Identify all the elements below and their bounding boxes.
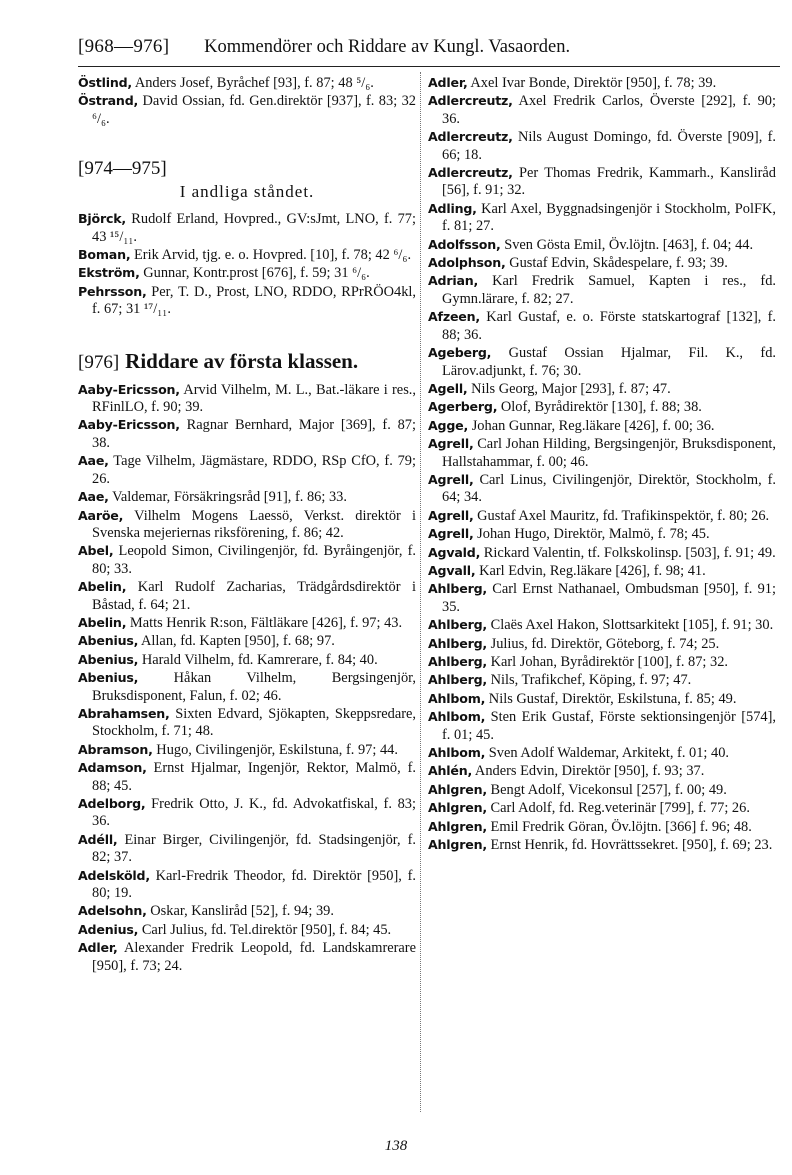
entry-name: Adelsköld,: [78, 867, 150, 883]
entry-name: Abenius,: [78, 633, 139, 649]
entry: [78, 488, 416, 506]
entry: [78, 902, 416, 920]
entry-text: Rickard Valentin, tf. Folkskolinsp. [503], f. 91; 49.: [480, 544, 776, 561]
entry-text: Allan, fd. Kapten [950], f. 68; 97.: [138, 633, 335, 650]
entry-text: Hugo, Civilingenjör, Eskilstuna, f. 97; 44.: [152, 741, 398, 758]
section2-entries: [78, 381, 416, 975]
entry: [78, 74, 416, 92]
entry: [428, 380, 776, 398]
entry: [428, 562, 776, 580]
entry-text: Carl Johan Hilding, Bergsingenjör, Bruksdisponent, Hallstahammar, f. 00; 46.: [442, 436, 776, 470]
entry-name: Ahlén,: [428, 763, 473, 779]
entry: [428, 236, 776, 254]
entry: [78, 705, 416, 741]
entry: [78, 651, 416, 669]
entry-name: Aaby-Ericsson,: [78, 381, 180, 397]
entry: [428, 128, 776, 164]
entry: [428, 417, 776, 435]
entry: [78, 921, 416, 939]
entry: [78, 669, 416, 705]
entry-name: Agrell,: [428, 436, 474, 452]
entry-name: Agrell,: [428, 507, 474, 523]
entry-text: Carl Linus, Civilingenjör, Direktör, Stockholm, f. 64; 34.: [442, 471, 776, 506]
entry-text: Per Thomas Fredrik, Kammarh., Kansliråd [56], f. 91; 32.: [442, 165, 776, 199]
entry: [428, 653, 776, 671]
entry-text: Harald Vilhelm, fd. Kamrerare, f. 84; 40.: [138, 651, 378, 668]
entry-text: Tage Vilhelm, Jägmästare, RDDO, RSp CfO, f. 79; 26.: [92, 453, 416, 487]
entry-name: Ahlberg,: [428, 672, 487, 688]
entry: [78, 578, 416, 614]
entry-text: Rudolf Erland, Hovpred., GV:sJmt, LNO, f. 77; 43 ¹⁵/₁₁.: [92, 211, 416, 245]
entry-name: Ahlberg,: [428, 635, 487, 651]
entry-text: Nils Georg, Major [293], f. 87; 47.: [467, 380, 671, 397]
entry: [78, 381, 416, 417]
entry-text: Vilhelm Mogens Laessö, Verkst. direktör i Svenska mejeriernas riksförening, f. 86; 42.: [92, 507, 416, 541]
entry-text: Carl Ernst Nathanael, Ombudsman [950], f. 91; 35.: [442, 581, 776, 615]
entry-name: Adelsohn,: [78, 903, 147, 919]
entry-text: Karl-Fredrik Theodor, fd. Direktör [950], f. 80; 19.: [92, 867, 416, 902]
entry: [428, 616, 776, 634]
entry-name: Adlercreutz,: [428, 165, 513, 181]
left-column: [78, 74, 416, 975]
entry: [428, 781, 776, 799]
entry-text: Gustaf Ossian Hjalmar, Fil. K., fd. Lärov.adjunkt, f. 76; 30.: [442, 345, 776, 379]
entry-name: Agrell,: [428, 526, 474, 542]
entry-text: Karl Edvin, Reg.läkare [426], f. 98; 41.: [475, 562, 706, 579]
entry-name: Adolphson,: [428, 255, 506, 271]
entry-name: Ahlbom,: [428, 690, 486, 706]
entry: [428, 200, 776, 236]
entry-name: Abenius,: [78, 651, 139, 667]
entry: [78, 246, 416, 264]
entry-text: Olof, Byrådirektör [130], f. 88; 38.: [497, 399, 702, 416]
entry-name: Björck,: [78, 211, 127, 227]
entry-name: Adler,: [78, 940, 118, 956]
right-entries: [428, 74, 776, 854]
entry-name: Adolfsson,: [428, 236, 501, 252]
entry-name: Adéll,: [78, 831, 118, 847]
entry-name: Aaby-Ericsson,: [78, 417, 180, 433]
entry-text: Emil Fredrik Göran, Öv.löjtn. [366] f. 96; 48.: [486, 818, 752, 835]
entry-name: Ahlbom,: [428, 745, 486, 761]
entry-name: Östrand,: [78, 93, 139, 109]
entry-name: Agvall,: [428, 562, 476, 578]
entry-text: Claës Axel Hakon, Slottsarkitekt [105], f. 91; 30.: [487, 617, 774, 634]
entry-name: Adling,: [428, 200, 477, 216]
entry: [428, 799, 776, 817]
entry-name: Ekström,: [78, 265, 140, 281]
entry-name: Ahlberg,: [428, 581, 487, 597]
entry-text: Ragnar Bernhard, Major [369], f. 87; 38.: [92, 417, 416, 451]
entry: [78, 452, 416, 488]
entry: [78, 507, 416, 543]
entry: [428, 690, 776, 708]
entry: [428, 344, 776, 380]
entry-text: Axel Fredrik Carlos, Överste [292], f. 90; 36.: [442, 93, 776, 127]
entry-text: Per, T. D., Prost, LNO, RDDO, RPrRÖO4kl, f. 67; 31 ¹⁷/₁₁.: [92, 283, 416, 318]
entry: [78, 264, 416, 282]
entry-text: Carl Julius, fd. Tel.direktör [950], f. 84; 45.: [138, 921, 392, 938]
entry-text: Karl Axel, Byggnadsingenjör i Stockholm, PolFK, f. 81; 27.: [442, 200, 776, 235]
entry-text: Sixten Edvard, Sjökapten, Skeppsredare, Stockholm, f. 71; 48.: [92, 705, 416, 740]
entry-text: Alexander Fredrik Leopold, fd. Landskamrerare [950], f. 73; 24.: [92, 940, 416, 974]
entry-name: Ahlgren,: [428, 781, 487, 797]
entry-name: Ageberg,: [428, 345, 492, 361]
entry-name: Ahlbom,: [428, 709, 486, 725]
entry: [78, 795, 416, 831]
entry-text: Fredrik Otto, J. K., fd. Advokatfiskal, f. 83; 36.: [92, 796, 416, 830]
entry-name: Aae,: [78, 489, 109, 505]
entry-text: David Ossian, fd. Gen.direktör [937], f. 83; 32 ⁶/₆.: [92, 93, 416, 127]
entry: [428, 580, 776, 616]
entry-name: Ahlgren,: [428, 818, 487, 834]
entry-text: Arvid Vilhelm, M. L., Bat.-läkare i res., RFinlLO, f. 90; 39.: [92, 381, 416, 416]
entry-text: Gustaf Axel Mauritz, fd. Trafikinspektör, f. 80; 26.: [473, 507, 770, 524]
entry-name: Aae,: [78, 453, 109, 469]
entry-name: Afzeen,: [428, 309, 480, 325]
entry: [78, 867, 416, 903]
header-title: Kommendörer och Riddare av Kungl. Vasaorden.: [204, 37, 571, 57]
entry-text: Carl Adolf, fd. Reg.veterinär [799], f. 77; 26.: [486, 800, 750, 817]
section1-entries: [78, 210, 416, 318]
entry: [428, 308, 776, 344]
entry-name: Aaröe,: [78, 507, 124, 523]
entry: [428, 635, 776, 653]
entry-name: Abenius,: [78, 670, 139, 686]
entry: [78, 614, 416, 632]
entry: [78, 741, 416, 759]
entry-name: Agell,: [428, 380, 468, 396]
entry: [428, 272, 776, 308]
entry-name: Östlind,: [78, 75, 133, 90]
entry-name: Adamson,: [78, 760, 147, 776]
entry: [78, 542, 416, 578]
entry-text: Matts Henrik R:son, Fältläkare [426], f. 97; 43.: [126, 614, 403, 631]
entry-name: Abramson,: [78, 741, 153, 757]
entry-text: Ernst Hjalmar, Ingenjör, Rektor, Malmö, f. 88; 45.: [92, 760, 416, 794]
entry-name: Boman,: [78, 247, 131, 263]
entry-text: Karl Johan, Byrådirektör [100], f. 87; 32.: [487, 654, 728, 670]
entry: [428, 435, 776, 471]
entry-text: Sven Adolf Waldemar, Arkitekt, f. 01; 40.: [485, 745, 730, 762]
entry-name: Agrell,: [428, 471, 474, 487]
entry-text: Johan Gunnar, Reg.läkare [426], f. 00; 36.: [468, 417, 715, 434]
entry-text: Anders Edvin, Direktör [950], f. 93; 37.: [472, 763, 705, 780]
entry: [78, 210, 416, 246]
entry: [78, 92, 416, 128]
entry-name: Adenius,: [78, 921, 139, 937]
entry: [428, 254, 776, 272]
section-heading-976: [78, 349, 416, 375]
entry-text: Anders Josef, Byråchef [93], f. 87; 48 ⁵/₆.: [132, 75, 374, 91]
entry-text: Håkan Vilhelm, Bergsingenjör, Bruksdisponent, Falun, f. 02; 46.: [92, 670, 416, 704]
entry-name: Agerberg,: [428, 399, 498, 415]
entry-name: Adlercreutz,: [428, 93, 513, 109]
entry-name: Adler,: [428, 75, 468, 90]
section-number: [976]: [78, 351, 120, 373]
header-range: [968—976]: [78, 36, 170, 57]
entry-text: Einar Birger, Civilingenjör, fd. Stadsingenjör, f. 82; 37.: [92, 831, 416, 866]
entry: [428, 818, 776, 836]
entry-name: Ahlgren,: [428, 800, 487, 816]
entry: [78, 283, 416, 319]
entry-name: Agge,: [428, 417, 469, 433]
entry-text: Axel Ivar Bonde, Direktör [950], f. 78; 39.: [467, 75, 717, 91]
page-number: 138: [384, 1138, 408, 1154]
entry: [428, 836, 776, 854]
entry-text: Karl Fredrik Samuel, Kapten i res., fd. Gymn.lärare, f. 82; 27.: [442, 273, 776, 307]
entry: [78, 632, 416, 650]
entry: [428, 507, 776, 525]
entry: [428, 671, 776, 689]
entry-text: Erik Arvid, tjg. e. o. Hovpred. [10], f. 78; 42 ⁶/₆.: [130, 247, 412, 264]
entry: [428, 164, 776, 200]
entry-text: Ernst Henrik, fd. Hovrättssekret. [950], f. 69; 23.: [486, 837, 773, 854]
right-column: [428, 74, 776, 854]
section-heading-974: [974—975]: [78, 158, 167, 180]
entry: [78, 939, 416, 975]
entry-text: Karl Gustaf, e. o. Förste statskartograf [132], f. 88; 36.: [442, 309, 776, 343]
entry-text: Sven Gösta Emil, Öv.löjtn. [463], f. 04; 44.: [500, 236, 754, 253]
entry-text: Nils August Domingo, fd. Överste [909], f. 66; 18.: [442, 129, 776, 163]
entry: [428, 398, 776, 416]
entry-text: Julius, fd. Direktör, Göteborg, f. 74; 25.: [487, 635, 720, 652]
entry-name: Adrian,: [428, 273, 479, 289]
entry-name: Pehrsson,: [78, 283, 147, 299]
entry-name: Abrahamsen,: [78, 705, 170, 721]
page-header: [78, 36, 778, 66]
entry-text: Bengt Adolf, Vicekonsul [257], f. 00; 49.: [486, 781, 727, 798]
header-rule: [78, 66, 780, 67]
entry-text: Nils Gustaf, Direktör, Eskilstuna, f. 85; 49.: [485, 690, 737, 707]
entry: [428, 708, 776, 744]
section-subheading: I andliga ståndet.: [179, 182, 315, 202]
entry-name: Agvald,: [428, 544, 481, 560]
entry-name: Ahlberg,: [428, 617, 487, 633]
entry: [428, 762, 776, 780]
entry: [78, 416, 416, 452]
left-top-entries: [78, 74, 416, 128]
entry: [78, 831, 416, 867]
entry-name: Abelin,: [78, 614, 127, 630]
entry-name: Ahlgren,: [428, 837, 487, 853]
entry-name: Adelborg,: [78, 796, 146, 811]
entry: [428, 744, 776, 762]
entry: [428, 525, 776, 543]
entry: [428, 471, 776, 507]
entry-text: Gustaf Edvin, Skådespelare, f. 93; 39.: [505, 255, 728, 272]
entry: [428, 74, 776, 92]
entry-text: Oskar, Kansliråd [52], f. 94; 39.: [146, 903, 334, 920]
entry: [428, 92, 776, 128]
entry-name: Abelin,: [78, 579, 127, 595]
entry-text: Gunnar, Kontr.prost [676], f. 59; 31 ⁶/₆.: [139, 265, 370, 282]
entry: [78, 759, 416, 795]
entry-text: Karl Rudolf Zacharias, Trädgårdsdirektör i Båstad, f. 64; 21.: [92, 579, 416, 613]
entry-name: Ahlberg,: [428, 654, 487, 669]
entry-text: Valdemar, Försäkringsråd [91], f. 86; 33.: [108, 489, 347, 506]
entry-text: Leopold Simon, Civilingenjör, fd. Byråingenjör, f. 80; 33.: [92, 543, 416, 577]
entry-text: Sten Erik Gustaf, Förste sektionsingenjör [574], f. 01; 45.: [442, 709, 776, 743]
section-title: Riddare av första klassen.: [125, 348, 359, 373]
entry: [428, 544, 776, 562]
entry-text: Johan Hugo, Direktör, Malmö, f. 78; 45.: [473, 526, 710, 543]
entry-name: Adlercreutz,: [428, 129, 513, 145]
column-divider: [420, 72, 421, 1112]
entry-name: Abel,: [78, 543, 114, 559]
entry-text: Nils, Trafikchef, Köping, f. 97; 47.: [487, 672, 692, 689]
